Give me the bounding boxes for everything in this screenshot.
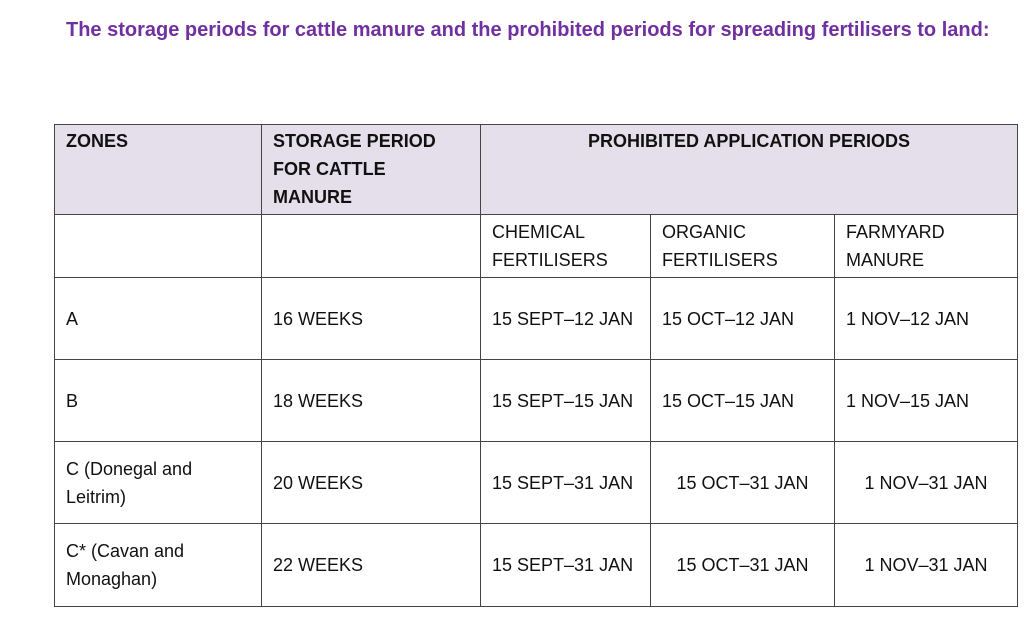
subheader-empty-storage	[262, 215, 481, 278]
farmyard-cell: 1 NOV–12 JAN	[835, 278, 1018, 360]
organic-cell: 15 OCT–31 JAN	[651, 524, 835, 607]
storage-cell: 22 WEEKS	[262, 524, 481, 607]
subheader-farmyard: FARMYARD MANURE	[835, 215, 1018, 278]
header-prohibited-periods: PROHIBITED APPLICATION PERIODS	[481, 125, 1018, 215]
storage-periods-table	[54, 124, 1018, 607]
table-row	[55, 524, 1018, 607]
zone-cell: C* (Cavan and Monaghan)	[55, 524, 262, 607]
chemical-cell: 15 SEPT–31 JAN	[481, 442, 651, 524]
storage-cell: 16 WEEKS	[262, 278, 481, 360]
subheader-organic: ORGANIC FERTILISERS	[651, 215, 835, 278]
organic-cell: 15 OCT–31 JAN	[651, 442, 835, 524]
organic-cell: 15 OCT–12 JAN	[651, 278, 835, 360]
chemical-cell: 15 SEPT–15 JAN	[481, 360, 651, 442]
storage-cell: 20 WEEKS	[262, 442, 481, 524]
farmyard-cell: 1 NOV–31 JAN	[835, 442, 1018, 524]
header-zones: ZONES	[55, 125, 262, 215]
farmyard-cell: 1 NOV–31 JAN	[835, 524, 1018, 607]
table-row	[55, 442, 1018, 524]
chemical-cell: 15 SEPT–31 JAN	[481, 524, 651, 607]
zone-cell: C (Donegal and Leitrim)	[55, 442, 262, 524]
organic-cell: 15 OCT–15 JAN	[651, 360, 835, 442]
zone-cell: B	[55, 360, 262, 442]
subheader-chemical: CHEMICAL FERTILISERS	[481, 215, 651, 278]
page-title: The storage periods for cattle manure and the prohibited periods for spreading fertilisers to land:	[66, 19, 990, 41]
chemical-cell: 15 SEPT–12 JAN	[481, 278, 651, 360]
zone-cell: A	[55, 278, 262, 360]
subheader-empty-zones	[55, 215, 262, 278]
header-storage-period: STORAGE PERIOD FOR CATTLE MANURE	[262, 125, 481, 215]
table-row	[55, 360, 1018, 442]
storage-cell: 18 WEEKS	[262, 360, 481, 442]
table-row	[55, 278, 1018, 360]
farmyard-cell: 1 NOV–15 JAN	[835, 360, 1018, 442]
table-header-row	[55, 125, 1018, 215]
table-subheader-row	[55, 215, 1018, 278]
